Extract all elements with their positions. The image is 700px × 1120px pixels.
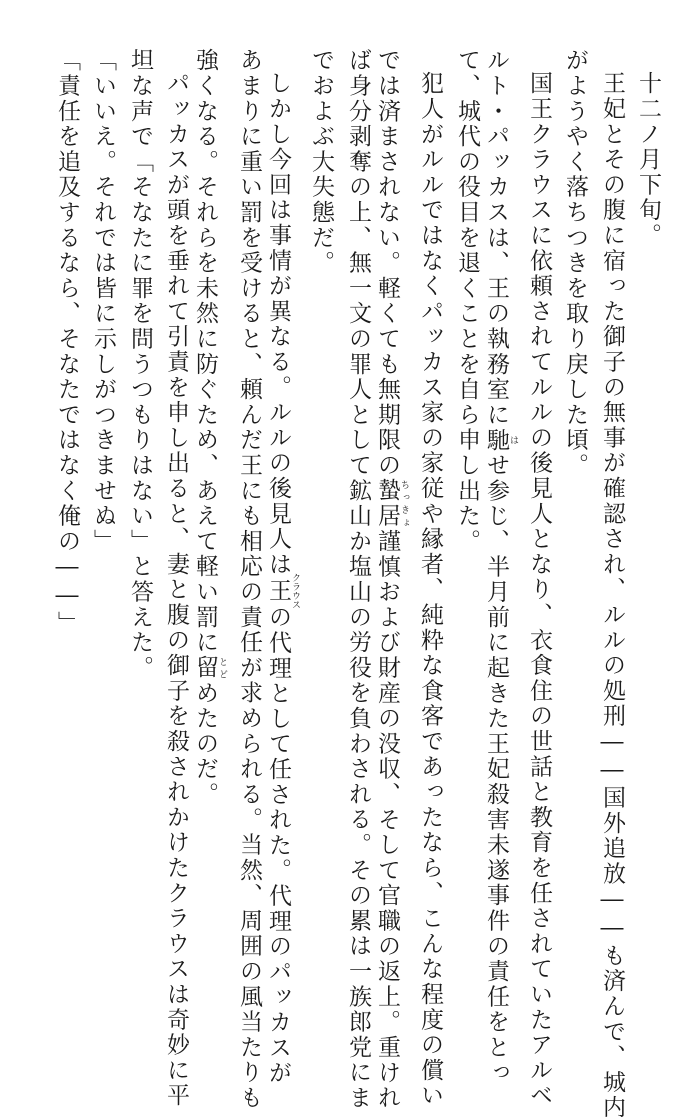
text-column: 坦な声で「そなたに罪を問うつもりはない」と答えた。 (127, 48, 153, 681)
text-segment: 強くなる。それらを未然に防ぐため、あえて軽い罰に (192, 48, 218, 656)
text-column: パッカスが頭を垂れて引責を申し出ると、妻と腹の御子を殺されかけたクラウスは奇妙に平 (163, 71, 189, 1109)
text-column (374, 48, 409, 1111)
ruby-base: 馳 (483, 427, 509, 453)
ruby-base: 王 (265, 573, 291, 609)
ruby-annotation (374, 478, 409, 529)
text-column: がようやく落ちつきを取り戻した頃。 (562, 48, 588, 479)
ruby-reading: とど (217, 655, 227, 681)
ruby-annotation (265, 573, 300, 609)
text-column: 「責任を追及するなら、そなたではなく俺の――」 (54, 48, 80, 636)
text-column (192, 48, 227, 808)
text-column (483, 48, 518, 1086)
ruby-reading: クラウス (290, 573, 300, 609)
text-column: 「いいえ。それでは皆に示しがつきませぬ」 (90, 48, 116, 554)
text-column: 十二ノ月下旬。 (635, 71, 661, 249)
text-column (265, 48, 300, 1086)
ruby-reading: は (508, 427, 518, 453)
text-column: でおよぶ大失態だ。 (308, 48, 334, 276)
text-segment: しかし今回は事情が異なる。ルルの後見人は (265, 71, 291, 577)
text-column: ば身分剥奪の上、無一文の罪人として鉱山か塩山の労役を負わされる。その累は一族郎党にま (345, 48, 371, 1111)
text-column: あまりに重い罰を受けると、頼んだ王にも相応の責任が求められる。当然、周囲の風当たりも (236, 48, 262, 1111)
ruby-base: 留 (192, 655, 218, 681)
text-segment: では済まされない。軽くても無期限の (374, 48, 400, 479)
text-segment: の代理として任された。代理のパッカスが (265, 605, 291, 1086)
ruby-annotation (192, 655, 227, 681)
text-segment: せ参じ、半月前に起きた王妃殺害未遂事件の責任をとっ (483, 452, 509, 1086)
ruby-base: 蟄居 (374, 478, 400, 529)
ruby-reading: ちっきょ (399, 478, 409, 529)
ruby-annotation (483, 427, 518, 453)
text-segment: めたのだ。 (192, 680, 218, 808)
text-column: て、城代の役目を退くことを自ら申し出た。 (454, 48, 480, 554)
text-segment: 謹慎および財産の没収、そして官職の返上。重けれ (374, 528, 400, 1111)
text-column: 国王クラウスに依頼されてルルの後見人となり、衣食住の世話と教育を任されていたアルベ (526, 71, 552, 1109)
text-column: 犯人がルルではなくパッカス家の家従や縁者、純粋な食客であったなら、こんな程度の償い (417, 71, 443, 1109)
text-column: 王妃とその腹に宿った御子の無事が確認され、ルルの処刑――国外追放――も済んで、城内 (599, 71, 625, 1120)
text-segment: ルト・パッカスは、王の執務室に (483, 48, 509, 428)
